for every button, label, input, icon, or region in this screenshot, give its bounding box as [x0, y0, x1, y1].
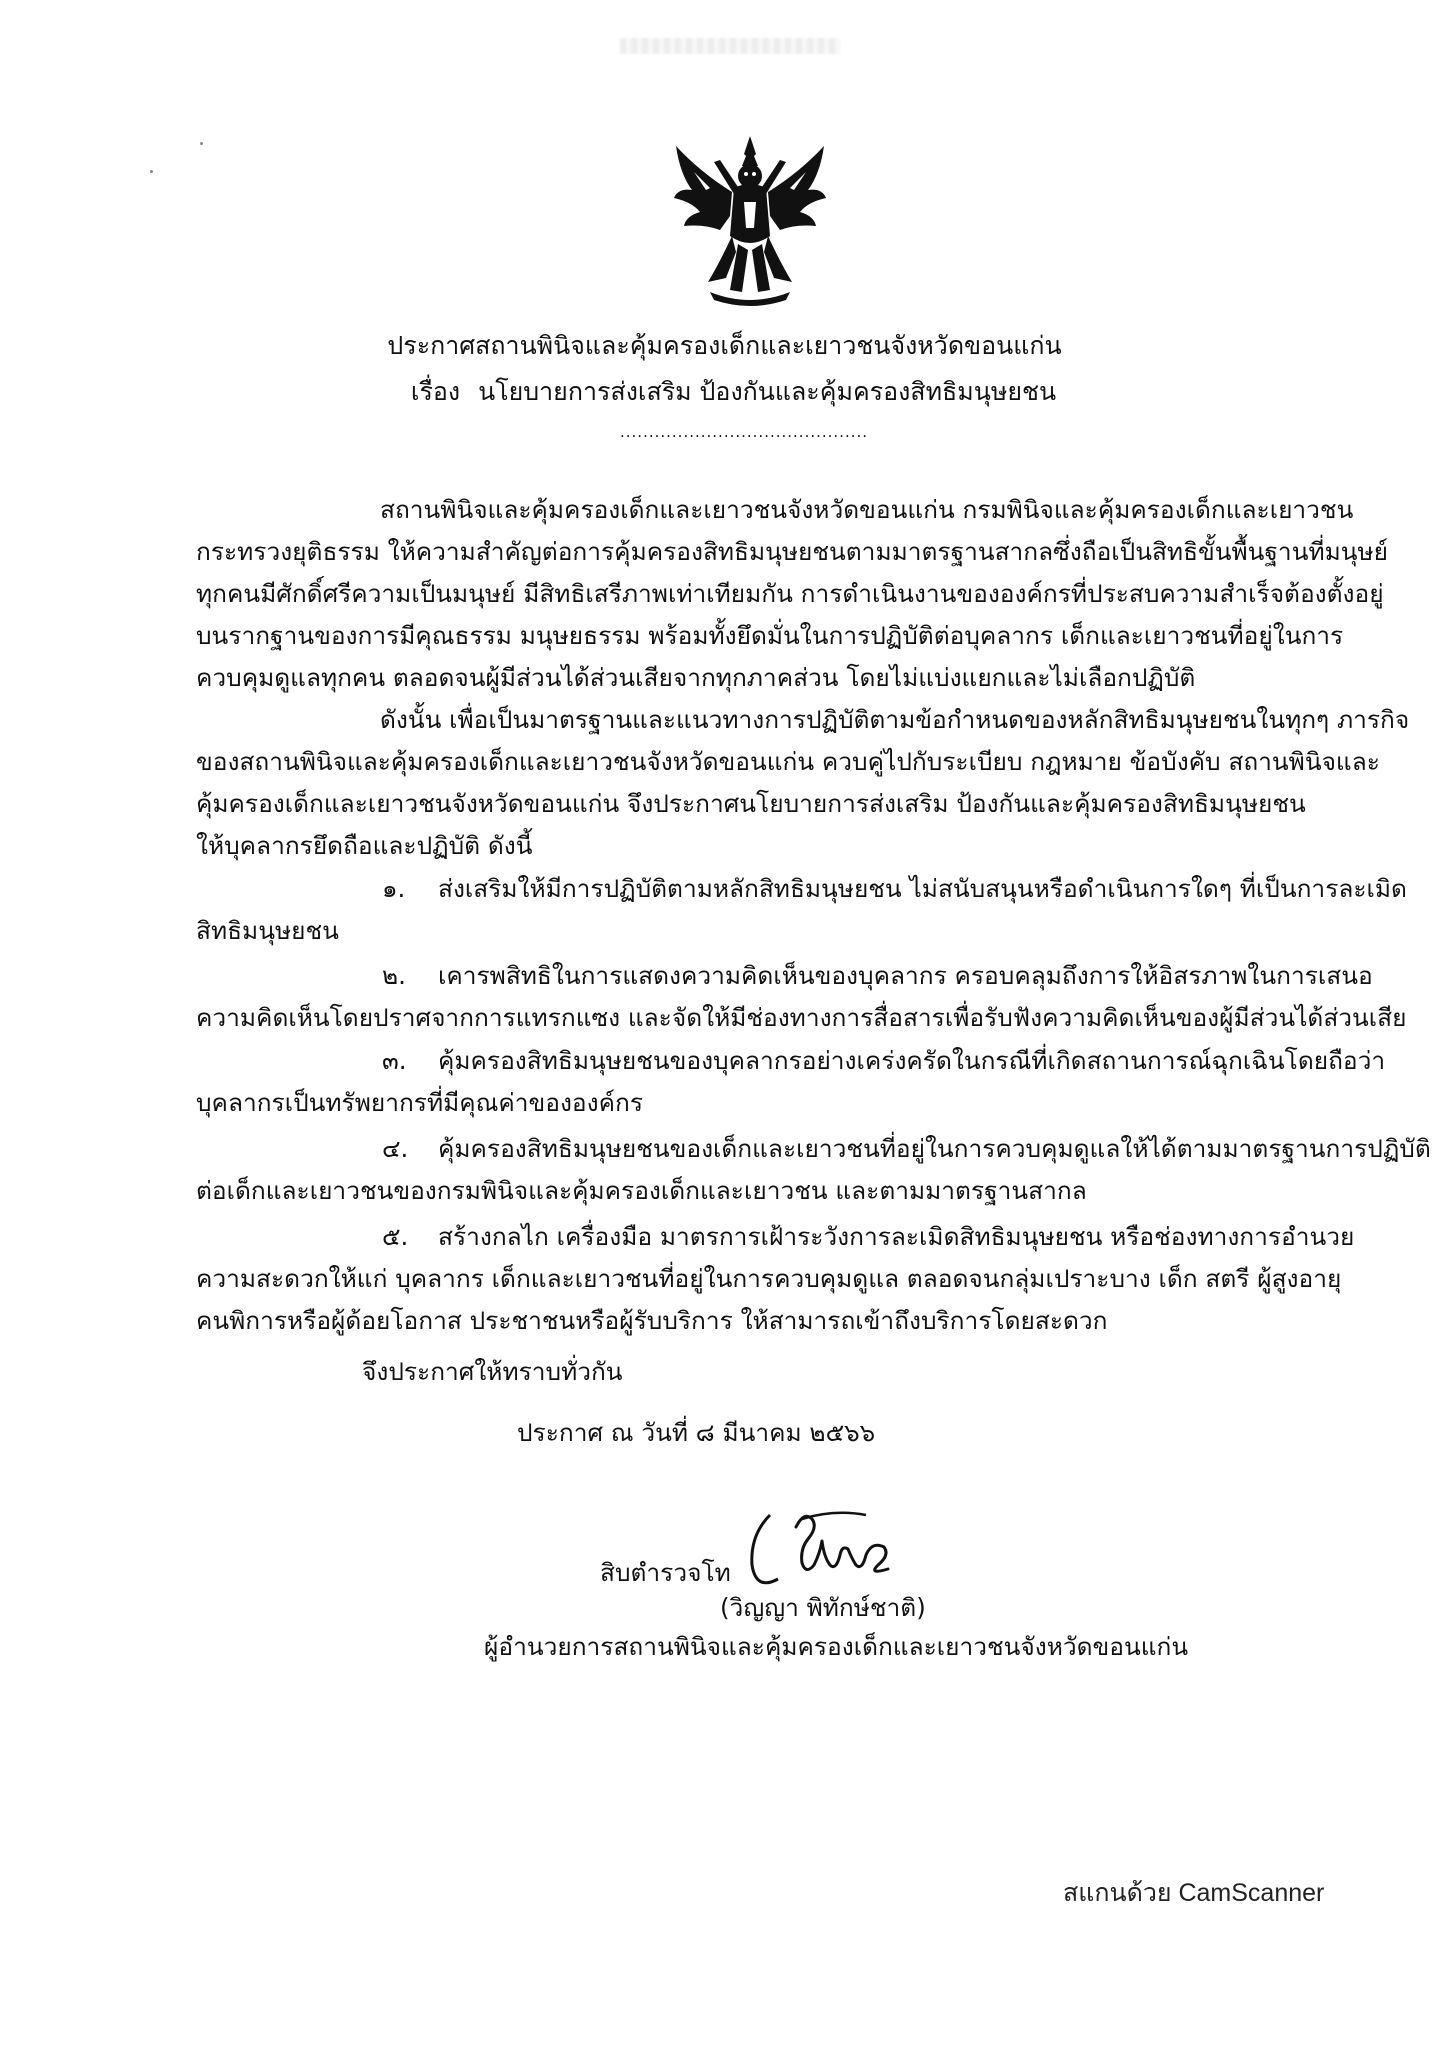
subject-text: นโยบายการส่งเสริม ป้องกันและคุ้มครองสิทธิมนุษยชน: [478, 377, 1057, 406]
paragraph-1-line: ทุกคนมีศักดิ์ศรีความเป็นมนุษย์ มีสิทธิเสรีภาพเท่าเทียมกัน การดำเนินงานขององค์กรที่ประสบความสำเร็จต้องตั้งอยู่: [196, 579, 1384, 608]
policy-item-4: [382, 1129, 1431, 1169]
document-header: [0, 323, 1449, 415]
announcement-date: ประกาศ ณ วันที่ ๘ มีนาคม ๒๕๖๖: [517, 1418, 876, 1447]
signer-rank: สิบตำรวจโท: [600, 1558, 731, 1587]
item-number: ๑.: [382, 874, 406, 903]
item-number: ๓.: [382, 1046, 407, 1075]
item-number: ๔.: [382, 1134, 409, 1163]
item-text: สร้างกลไก เครื่องมือ มาตรการเฝ้าระวังการละเมิดสิทธิมนุษยชน หรือช่องทางการอำนวย: [438, 1222, 1355, 1251]
handwritten-signature: [738, 1505, 913, 1595]
closing-statement: จึงประกาศให้ทราบทั่วกัน: [362, 1357, 623, 1386]
signer-name: (วิญญา พิทักษ์ชาติ): [720, 1593, 926, 1622]
scan-speck: [150, 170, 153, 173]
policy-item-3: [382, 1041, 1385, 1081]
policy-item-5-cont: คนพิการหรือผู้ด้อยโอกาส ประชาชนหรือผู้รับบริการ ให้สามารถเข้าถึงบริการโดยสะดวก: [196, 1306, 1108, 1335]
paragraph-2-line: ของสถานพินิจและคุ้มครองเด็กและเยาวชนจังหวัดขอนแก่น ควบคู่ไปกับระเบียบ กฎหมาย ข้อบังคับ สถานพินิจและ: [196, 747, 1380, 776]
policy-item-1: [382, 869, 1407, 909]
policy-item-5: [382, 1217, 1354, 1257]
item-text: ส่งเสริมให้มีการปฏิบัติตามหลักสิทธิมนุษยชน ไม่สนับสนุนหรือดำเนินการใดๆ ที่เป็นการละเมิด: [438, 874, 1407, 903]
paragraph-1-line: สถานพินิจและคุ้มครองเด็กและเยาวชนจังหวัดขอนแก่น กรมพินิจและคุ้มครองเด็กและเยาวชน: [380, 495, 1354, 524]
header-separator: ...........................................: [620, 423, 869, 441]
policy-item-2-cont: ความคิดเห็นโดยปราศจากการแทรกแซง และจัดให้มีช่องทางการสื่อสารเพื่อรับฟังความคิดเห็นของผู้มีส่วนได้ส่วนเสีย: [196, 1003, 1407, 1032]
paragraph-1-line: กระทรวงยุติธรรม ให้ความสำคัญต่อการคุ้มครองสิทธิมนุษยชนตามมาตรฐานสากลซึ่งถือเป็นสิทธิขั้นพื้นฐานที่มนุษย์: [196, 537, 1388, 566]
garuda-emblem-icon: [670, 132, 830, 307]
paragraph-2-line: ดังนั้น เพื่อเป็นมาตรฐานและแนวทางการปฏิบัติตามข้อกำหนดของหลักสิทธิมนุษยชนในทุกๆ ภารกิจ: [380, 705, 1410, 734]
item-text: เคารพสิทธิในการแสดงความคิดเห็นของบุคลากร ครอบคลุมถึงการให้อิสรภาพในการเสนอ: [438, 961, 1373, 990]
document-subject-line: [0, 369, 1449, 415]
subject-label: เรื่อง: [410, 377, 461, 406]
item-text: คุ้มครองสิทธิมนุษยชนของเด็กและเยาวชนที่อยู่ในการควบคุมดูแลให้ได้ตามมาตรฐานการปฏิบัติ: [438, 1134, 1431, 1163]
scan-artifact: [620, 38, 840, 54]
policy-item-1-cont: สิทธิมนุษยชน: [196, 916, 339, 945]
paragraph-2-line: ให้บุคลากรยึดถือและปฏิบัติ ดังนี้: [196, 831, 533, 860]
document-title: ประกาศสถานพินิจและคุ้มครองเด็กและเยาวชนจังหวัดขอนแก่น: [387, 331, 1062, 360]
policy-item-4-cont: ต่อเด็กและเยาวชนของกรมพินิจและคุ้มครองเด็กและเยาวชน และตามมาตรฐานสากล: [196, 1176, 1087, 1205]
signer-position: ผู้อำนวยการสถานพินิจและคุ้มครองเด็กและเยาวชนจังหวัดขอนแก่น: [484, 1632, 1189, 1661]
item-number: ๒.: [382, 961, 406, 990]
scan-speck: [200, 142, 203, 145]
policy-item-2: [382, 956, 1373, 996]
item-number: ๕.: [382, 1222, 409, 1251]
scanner-watermark: สแกนด้วย CamScanner: [1063, 1879, 1325, 1907]
paragraph-1-line: ควบคุมดูแลทุกคน ตลอดจนผู้มีส่วนได้ส่วนเสียจากทุกภาคส่วน โดยไม่แบ่งแยกและไม่เลือกปฏิบัติ: [196, 663, 1196, 692]
policy-item-3-cont: บุคลากรเป็นทรัพยากรที่มีคุณค่าขององค์กร: [196, 1088, 643, 1117]
item-text: คุ้มครองสิทธิมนุษยชนของบุคลากรอย่างเคร่งครัดในกรณีที่เกิดสถานการณ์ฉุกเฉินโดยถือว่า: [438, 1046, 1386, 1075]
policy-item-5-cont: ความสะดวกให้แก่ บุคลากร เด็กและเยาวชนที่อยู่ในการควบคุมดูแล ตลอดจนกลุ่มเปราะบาง เด็ก สตรี ผู้สูงอายุ: [196, 1264, 1342, 1293]
paragraph-2-line: คุ้มครองเด็กและเยาวชนจังหวัดขอนแก่น จึงประกาศนโยบายการส่งเสริม ป้องกันและคุ้มครองสิทธิมนุษยชน: [196, 789, 1306, 818]
paragraph-1-line: บนรากฐานของการมีคุณธรรม มนุษยธรรม พร้อมทั้งยึดมั่นในการปฏิบัติต่อบุคลากร เด็กและเยาวชนที่อยู่ในการ: [196, 621, 1344, 650]
